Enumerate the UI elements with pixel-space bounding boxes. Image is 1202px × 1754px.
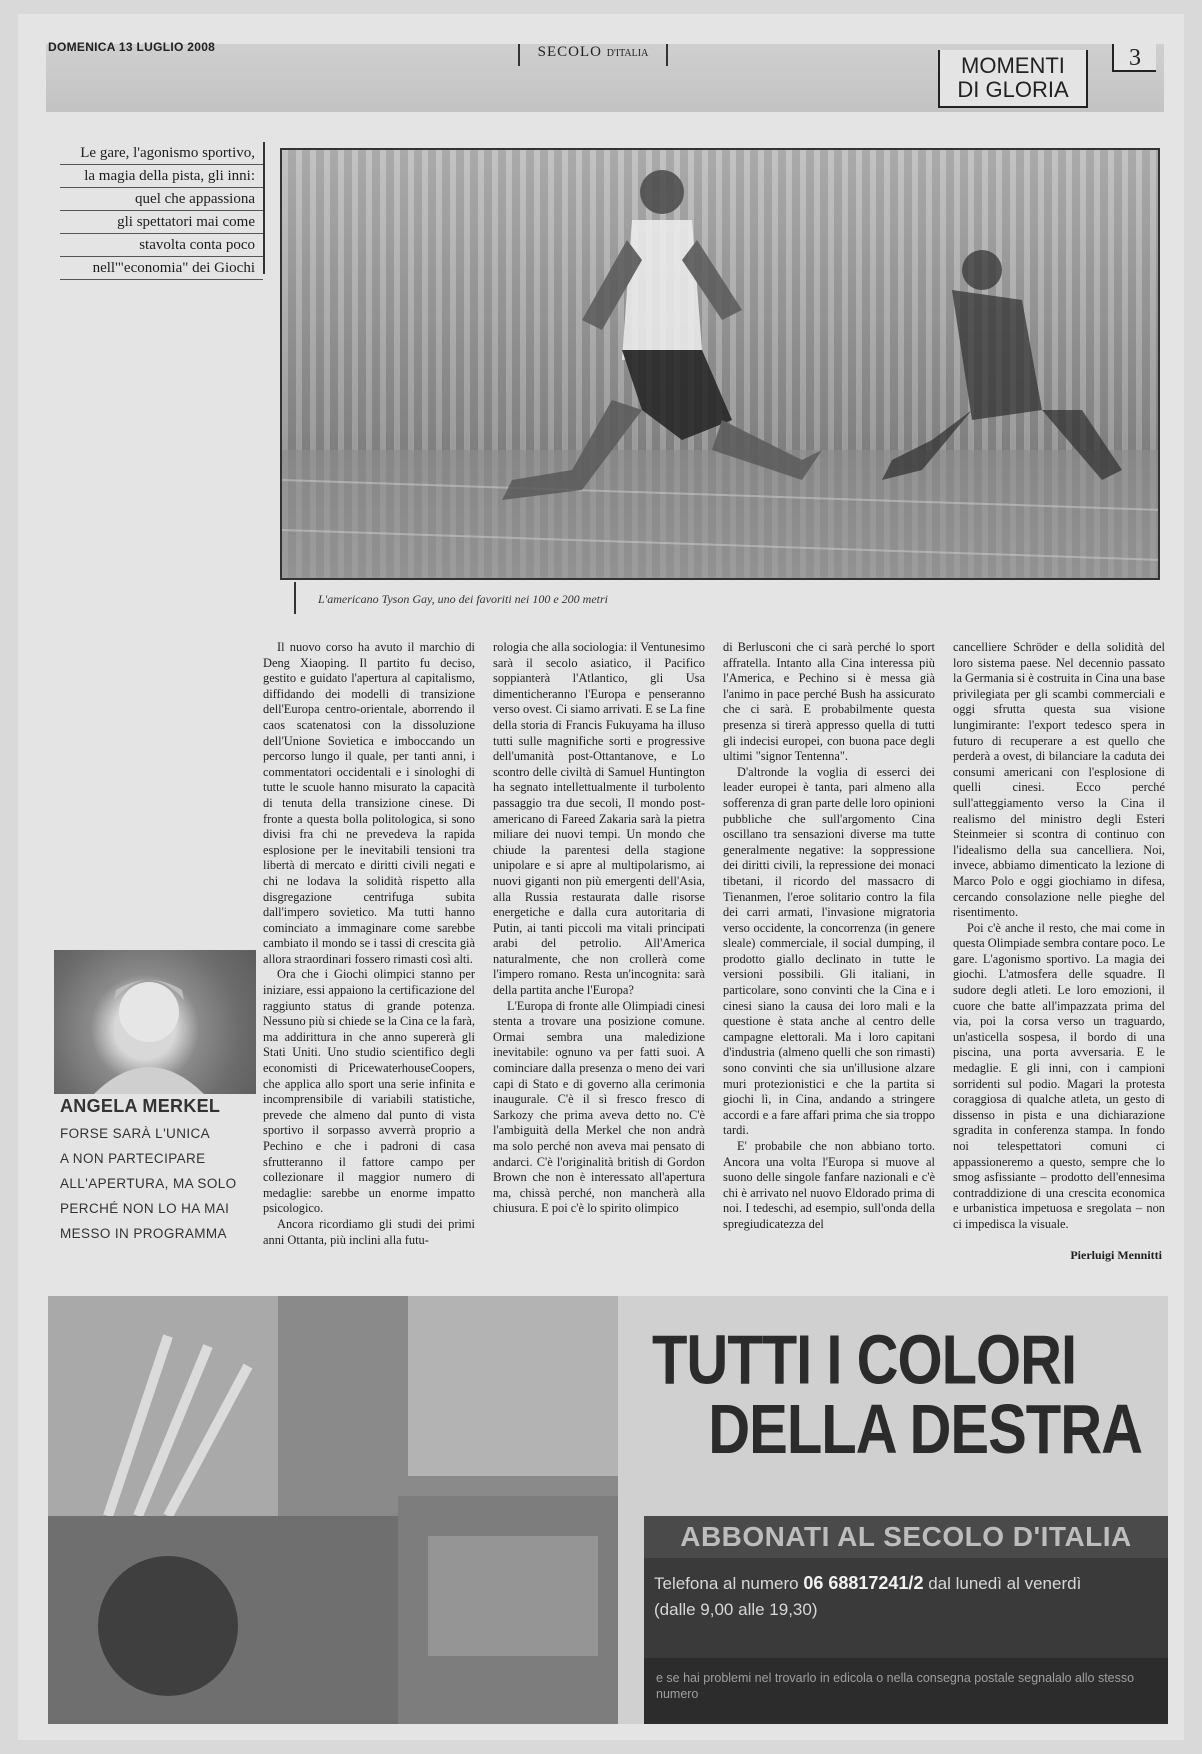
merkel-caption-line: ALL'APERTURA, MA SOLO <box>60 1176 237 1191</box>
intro-line: la magia della pista, gli inni: <box>60 165 263 188</box>
article-column-3 <box>723 640 935 1258</box>
paragraph: di Berlusconi che ci sarà perché lo sport affratella. Intanto alla Cina interessa più l'America, e Pechino si è messa già l'animo in pace perché Bush ha assicurato che ci sarà. E probabilmente questa presenza si tirerà appresso quella di tutti gli indecisi europei, con buona pace degli ultimi "signor Tentenna". <box>723 640 935 764</box>
paragraph: cancelliere Schröder e della solidità del loro sistema paese. Nel decennio passato la Germania si è costruita in Cina una base privilegiata per gli scambi commerciali e oggi sfrutta questa sua visione lungimirante: l'export tedesco spera in futuro di recuperare a est quello che perderà a ovest, di bilanciare la caduta dei consumi americani con l'esplosione di quelli cinesi. Ecco perché sull'atteggiamento verso la Cina il realismo del ministro degli Esteri Steinmeier si scontra di continuo con l'idealismo della sua cancelliera. Noi, invece, abbiamo dimenticato la lezione di Marco Polo e oggi giochiamo in difesa, cercando consolazione nelle pieghe del risentimento. <box>953 640 1165 920</box>
ad-note: e se hai problemi nel trovarlo in edicola o nella consegna postale segnalalo allo stesso numero <box>644 1658 1168 1724</box>
page-number: 3 <box>1112 44 1156 72</box>
ad-photo-collage <box>48 1296 618 1724</box>
masthead-suffix: D'ITALIA <box>606 48 649 59</box>
paragraph: Ancora ricordiamo gli studi dei primi anni Ottanta, più inclini alla futu- <box>263 1216 475 1247</box>
newspaper-page <box>18 14 1184 1740</box>
paragraph: Ora che i Giochi olimpici stanno per iniziare, essi appaiono la certificazione del raggiunto status di grande potenza. Nessuno più si chiede se la Cina ce la farà, ma addirittura in che anno supererà gli Stati Uniti. Uno studio scientifico degli economisti di PricewaterhouseCoopers, che applica allo sport una serie infinita e incomprensibile di variabili statistiche, prevede che almeno dal punto di vista sportivo il sorpasso avverrà proprio a Pechino e che i padroni di casa sfrutteranno il fattore campo per collezionare il maggior numero di medaglie: sarebbe un enorme impatto psicologico. <box>263 967 475 1216</box>
paragraph: rologia che alla sociologia: il Ventunesimo sarà il secolo asiatico, il Pacifico soppianterà l'Atlantico, gli Usa dimenticheranno l'Europa e penseranno verso ovest. Ci siamo arrivati. E se La fine della storia di Francis Fukuyama ha illuso tutti sulle magnifiche sorti e progressive dell'umanità post-Ottantanove, e Lo scontro delle civiltà di Samuel Huntington ha segnato intellettualmente il turbolento passaggio tra due secoli, Il mondo post-americano di Fareed Zakaria sarà la pietra miliare dei nuovi tempi. Un mondo che chiude la parentesi della stagione unipolare e si apre al multipolarismo, ai nuovi giganti non più emergenti dell'Asia, alla Russia restaurata dalle risorse energetiche e dalla cura autoritaria di Putin, ai tanti piccoli ma vitali principati arabi del petrolio. All'America naturalmente, che non crollerà come l'impero romano. Resta un'incognita: sarà della partita anche l'Europa? <box>493 640 705 998</box>
paragraph: Poi c'è anche il resto, che mai come in questa Olimpiade sembra contare poco. Le gare. L'agonismo sportivo. La magia dei giochi. L'atmosfera delle squadre. Il sudore degli atleti. Le loro emozioni, il cuore che batte all'impazzata prima del via, poi la corsa verso un traguardo, un'asticella sospesa, il bordo di una piscina, una porta avversaria. E le medaglie. E gli inni, con i campioni sorridenti sul podio. Magari la protesta coraggiosa di qualche atleta, un gesto di dissenso in pista e una dichiarazione sgradita in conferenza stampa. In fondo noi telespettatori comuni ci appassioneremo a questo, sempre che lo smog asfissiante – prodotto dell'ennesima contraddizione di una crescita economica e urbanistica impetuosa e sregolata – non ci impedisca la visuale. <box>953 920 1165 1231</box>
masthead-title: SECOLO <box>537 44 603 60</box>
sprinter-photo <box>280 148 1160 580</box>
intro-blurb <box>60 142 265 274</box>
ad-title <box>652 1321 1152 1469</box>
intro-line: gli spettatori mai come <box>60 211 263 234</box>
phone-prefix: Telefona al numero <box>654 1574 799 1593</box>
intro-line: Le gare, l'agonismo sportivo, <box>60 142 263 165</box>
sprinter-illustration <box>282 150 1160 580</box>
section-label <box>938 50 1088 108</box>
photo-caption: L'americano Tyson Gay, uno dei favoriti nei 100 e 200 metri <box>318 592 608 606</box>
phone-suffix: dal lunedì al venerdì <box>928 1574 1082 1593</box>
merkel-caption-line: PERCHÉ NON LO HA MAI <box>60 1201 230 1216</box>
phone-number: 06 68817241/2 <box>803 1573 924 1593</box>
paragraph: E' probabile che non abbiano torto. Ancora una volta l'Europa si muove al suono delle singole fanfare nazionali e c'è chi è arrivato nel nuovo Eldorado prima di noi. I tedeschi, ad esempio, sull'onda della spregiudicatezza del <box>723 1139 935 1231</box>
paragraph: Il nuovo corso ha avuto il marchio di Deng Xiaoping. Il partito fu deciso, gestito e guidato l'apertura al capitalismo, diffidando dei modelli di transizione dell'Europa centro-orientale, aborrendo il caos scatenatosi con la dissoluzione dell'Unione Sovietica e imboccando un percorso lungo il quale, per tanti anni, i commentatori occidentali e i sinologhi di tutte le scuole hanno misurato la capacità di tenuta della transizione cinese. Di fronte a questa bolla politologica, si sono divisi fra chi ne prevedeva la rapida esplosione per le inevitabili tensioni tra libertà di mercato e diritti civili negati e chi ne lodava la solidità rispetto alla disgregazione centrifuga subita dall'impero sovietico. Ma tutti hanno cominciato a immaginare come sarebbe cambiato il mondo se i tassi di crescita già allora straordinari fossero rimasti così alti. <box>263 640 475 966</box>
article-column-2 <box>493 640 705 1258</box>
merkel-caption-line: FORSE SARÀ L'UNICA <box>60 1126 211 1141</box>
masthead <box>518 44 668 66</box>
merkel-caption-line: A NON PARTECIPARE <box>60 1151 206 1166</box>
article-column-1 <box>263 640 475 1258</box>
author-signature: Pierluigi Mennitti <box>1070 1248 1162 1262</box>
paragraph: L'Europa di fronte alle Olimpiadi cinesi stenta a trovare una posizione comune. Ormai sembra una maledizione inevitabile: ognuno va per fatti suoi. A cominciare dalla presenza o meno dei vari capi di Stato e di governo alla cerimonia inaugurale. C'è il sì fresco fresco di Sarkozy che prima aveva detto no. C'è l'ambiguità della Merkel che non andrà ma solo perché non aveva mai pensato di andarci. C'è l'originalità british di Gordon Brown che non è interessato all'apertura ma, chissà perché, non mancherà alla chiusura. E poi c'è lo spirito olimpico <box>493 998 705 1216</box>
collage-illustration <box>48 1296 618 1724</box>
merkel-caption-line: MESSO IN PROGRAMMA <box>60 1226 227 1241</box>
intro-line: nell'"economia" dei Giochi <box>60 257 263 280</box>
paragraph: D'altronde la voglia di esserci dei leader europei è tanta, pari almeno alla sofferenza di gran parte delle loro opinioni pubbliche che sull'argomento Cina oscillano tra sensazioni diverse ma tutte generalmente negative: la soppressione dei diritti civili, la repressione dei monaci tibetani, il ricordo del massacro di Tienanmen, l'eroe solitario contro la fila dei carri armati, l'invasione migratoria verso occidente, la concorrenza (in genere sleale) commerciale, il social dumping, il prodotto giallo declinato in tutte le versioni possibili. Gli italiani, in particolare, sono convinti che la Cina e i cinesi siano la causa dei loro mali e la questione è stata anche al centro delle campagne elettorali. Ma i loro capitani d'industria (almeno quelli che son rimasti) sono convinti che sia un'illusione alzare muri protezionistici e che la partita si giochi lì, in Cina, andando a stringere accordi e a fare affari prima che sia troppo tardi. <box>723 764 935 1138</box>
merkel-caption <box>60 1121 256 1246</box>
phone-box <box>644 1558 1168 1658</box>
ad-title-line1: TUTTI I COLORI <box>652 1321 1077 1400</box>
merkel-name: ANGELA MERKEL <box>60 1096 221 1116</box>
portrait-illustration <box>54 950 256 1094</box>
merkel-photo <box>54 950 256 1094</box>
section-label-line2: DI GLORIA <box>957 77 1069 102</box>
article-column-4 <box>953 640 1165 1258</box>
header-date: DOMENICA 13 LUGLIO 2008 <box>48 40 216 54</box>
intro-line: quel che appassiona <box>60 188 263 211</box>
article-columns <box>263 640 1165 1258</box>
subscribe-banner: ABBONATI AL SECOLO D'ITALIA <box>644 1516 1168 1558</box>
section-label-line1: MOMENTI <box>961 53 1065 78</box>
ad-title-line2: DELLA DESTRA <box>708 1390 1142 1469</box>
caption-rule <box>294 582 296 614</box>
ad-panel <box>618 1296 1168 1724</box>
merkel-sidebar <box>54 1096 256 1262</box>
phone-hours: (dalle 9,00 alle 19,30) <box>654 1600 818 1619</box>
intro-line: stavolta conta poco <box>60 234 263 257</box>
